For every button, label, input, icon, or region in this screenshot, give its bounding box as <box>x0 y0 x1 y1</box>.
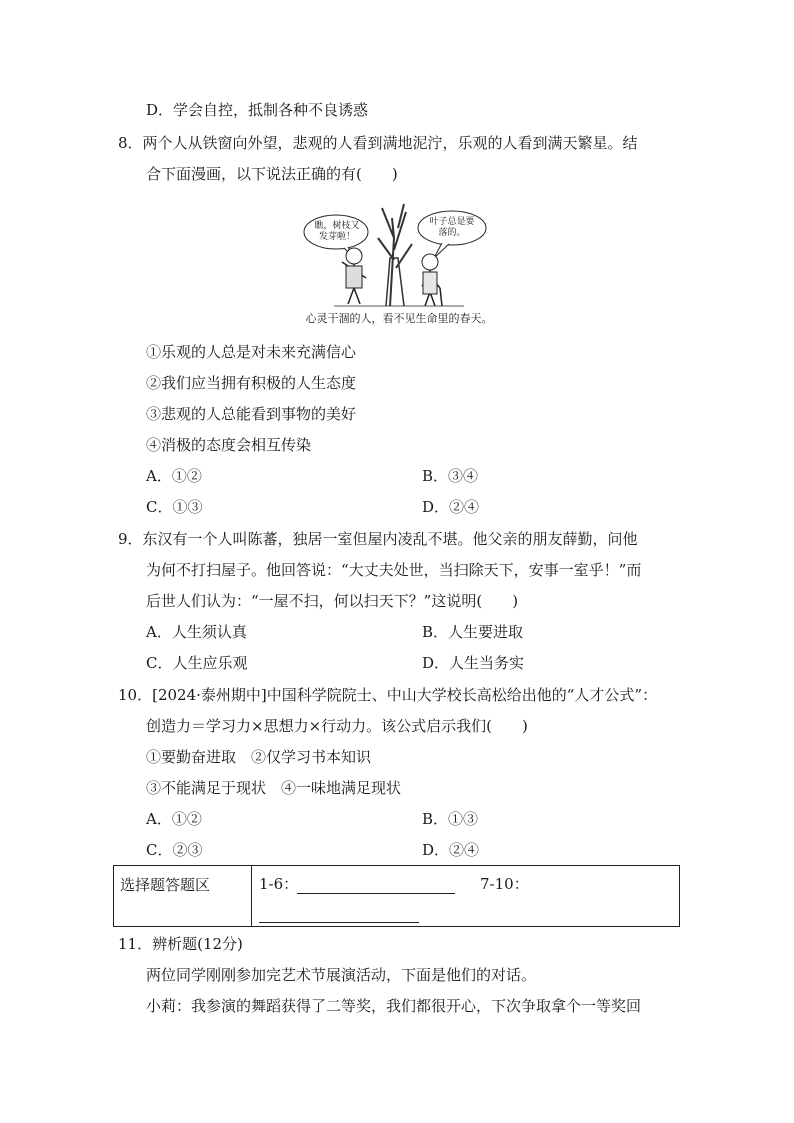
q8-stem-line2: 合下面漫画，以下说法正确的有( ) <box>146 165 398 183</box>
q8-option-d[interactable]: D．②④ <box>422 498 480 516</box>
q11-line1: 两位同学刚刚参加完艺术节展演活动，下面是他们的对话。 <box>146 966 537 984</box>
q11-line2: 小莉：我参演的舞蹈获得了二等奖，我们都很开心，下次争取拿个一等奖回 <box>146 997 642 1015</box>
bubble-right <box>426 217 478 239</box>
q10-statements-line2: ③不能满足于现状 ④一味地满足现状 <box>146 779 402 797</box>
q9-stem-line3: 后世人们认为：“一屋不扫，何以扫天下？”这说明( ) <box>146 592 519 610</box>
q9-option-c[interactable]: C．人生应乐观 <box>146 654 248 672</box>
cartoon-caption: 心灵干涸的人，看不见生命里的春天。 <box>305 312 493 325</box>
q7-option-d: D．学会自控，抵制各种不良诱惑 <box>146 101 369 119</box>
q10-option-c[interactable]: C．②③ <box>146 841 203 859</box>
answer-blank-7-10[interactable] <box>259 921 419 923</box>
q8-stem-line1: 8．两个人从铁窗向外望，悲观的人看到满地泥泞，乐观的人看到满天繁星。结 <box>118 134 638 152</box>
q10-option-a[interactable]: A．①② <box>146 810 202 828</box>
q10-stem-line2: 创造力＝学习力×思想力×行动力。该公式启示我们( ) <box>146 717 528 735</box>
cartoon-drawing <box>294 198 504 310</box>
q10-option-b[interactable]: B．①③ <box>422 810 479 828</box>
q11-title: 11．辨析题(12分) <box>118 935 243 953</box>
q8-statement-1: ①乐观的人总是对未来充满信心 <box>146 343 357 361</box>
q8-cartoon <box>294 198 504 328</box>
q9-stem-line1: 9．东汉有一个人叫陈蕃，独居一室但屋内凌乱不堪。他父亲的朋友薛勤，问他 <box>118 530 638 548</box>
answer-area <box>113 865 680 927</box>
q10-stem-line1: 10．[2024·泰州期中]中国科学院院士、中山大学校长高松给出他的“人才公式”： <box>118 686 658 704</box>
bubble-right-line1: 叶子总是要 <box>429 217 475 227</box>
q10-statements-line1: ①要勤奋进取 ②仅学习书本知识 <box>146 748 372 766</box>
bubble-left-line1: 瞧，树枝又 <box>314 221 360 231</box>
answer-area-label-cell <box>114 866 252 926</box>
bubble-left-line2: 发芽啦！ <box>318 232 355 242</box>
bubble-right-line2: 落的。 <box>438 228 466 238</box>
q9-option-b[interactable]: B．人生要进取 <box>422 623 524 641</box>
answer-range-7-10: 7-10： <box>480 875 529 893</box>
q9-option-a[interactable]: A．人生须认真 <box>146 623 247 641</box>
answer-area-label: 选择题答题区 <box>120 876 211 894</box>
answer-blank-1-6[interactable] <box>297 892 455 894</box>
q9-stem-line2: 为何不打扫屋子。他回答说：“大丈夫处世，当扫除天下，安事一室乎！”而 <box>146 561 642 579</box>
q9-option-d[interactable]: D．人生当务实 <box>422 654 525 672</box>
q8-statement-4: ④消极的态度会相互传染 <box>146 436 312 454</box>
q8-statement-3: ③悲观的人总能看到事物的美好 <box>146 405 357 423</box>
q8-option-c[interactable]: C．①③ <box>146 498 203 516</box>
q8-option-b[interactable]: B．③④ <box>422 467 479 485</box>
q10-option-d[interactable]: D．②④ <box>422 841 480 859</box>
bubble-left <box>314 221 360 243</box>
answer-range-1-6: 1-6： <box>259 875 299 893</box>
q8-option-a[interactable]: A．①② <box>146 467 202 485</box>
q8-statement-2: ②我们应当拥有积极的人生态度 <box>146 374 357 392</box>
